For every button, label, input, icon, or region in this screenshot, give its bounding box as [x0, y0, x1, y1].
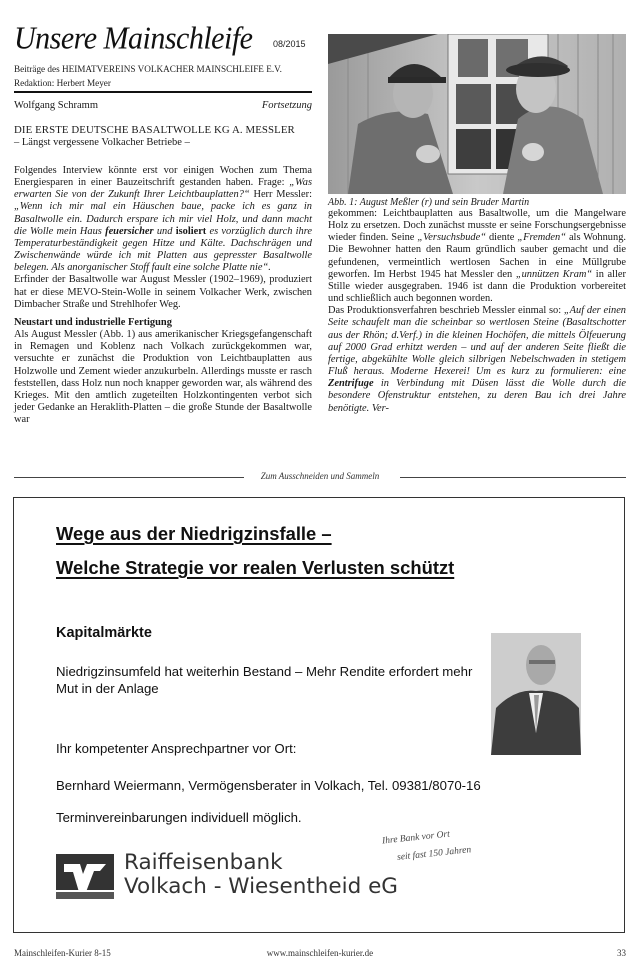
bank-advertisement	[13, 497, 625, 933]
ad-headline-2: Welche Strategie vor realen Verlusten schützt	[56, 557, 455, 578]
footer-page-number: 33	[617, 948, 626, 958]
footer-publication: Mainschleifen-Kurier 8-15	[14, 948, 111, 958]
paragraph-research: gekommen: Leichtbauplatten aus Basaltwolle, um die Mangelware Holz zu ersetzen. Doch zunächst musste er seine Forschungsergebnisse wieder finden. Seine „Versuchsbude“ diente „Fremden“ als Wohnung. Die Bewohner hatten den Raum gründlich sauber gemacht und die gefundenen, vermeintlich wertlosen Sachen in eine Müllgrube geworfen. Im Herbst 1945 hat Messler den „unnützen Kram“ in aller Stille wieder ausgegraben. 1946 ist dann die Produktion vorbereitet und schließlich auch begonnen worden.	[328, 208, 626, 305]
paragraph-restart: Als August Messler (Abb. 1) aus amerikanischer Kriegsgefangenschaft in Remagen und Koblenz nach Volkach zurückgekommen war, versuchte er zunächst die Produktion von Leichtbauplatten aus Holzwolle und Zement wieder anzukurbeln. Allerdings musste er rasch feststellen, dass Holz nun noch knapper geworden war, als während des Krieges. Mit den amtlich zugeteilten Holzkontingenten verbot sich jeder Gedanke an Heraklith-Platten – die große Stunde der Basaltwolle war	[14, 329, 312, 426]
ad-appointment-note: Terminvereinbarungen individuell möglich.	[56, 810, 302, 825]
ad-teaser: Niedrigzinsumfeld hat weiterhin Bestand – Mehr Rendite erfordert mehr Mut in der Anlage	[56, 664, 473, 696]
photo-illustration	[328, 34, 626, 194]
raiffeisen-logo-icon	[56, 854, 114, 899]
paragraph-interview: Folgendes Interview könnte erst vor einigen Wochen zum Thema Energiesparen in einer Bauzeitschrift gestanden haben. Frage: „Was erwarten Sie von der Zukunft Ihrer Leichtbauplatten?“ Herr Messler: „Wenn ich mir mal ein Häuschen baue, packe ich es ganz in Basaltwolle ein. Dadurch erspare ich mir viel Holz, und dann macht die Wolle mein Haus feuersicher und isoliert es vorzüglich durch ihre Temperaturbeständigkeit gegen Hitze und Kälte. Dachschrägen und Zwischenwände würde ich mit Platten aus gepresster Basaltwolle belegen. Als anorganischer Stoff fault eine solche Platte nie“.	[14, 165, 313, 274]
footer-website[interactable]: www.mainschleifen-kurier.de	[266, 948, 374, 958]
paragraph-process: Das Produktionsverfahren beschrieb Messler einmal so: „Auf der einen Seite schaufelt man die scheinbar so wertlosen Steine (Basaltschotter aus der Rhön; d.Verf.) in die kleinen Hochöfen, die mittels Ölfeuerung auf 2000 Grad erhitzt werden – und auf der anderen Seite fließt die fertige, abgekühlte Wolle gleich silbrigen Nebelschwaden in stetigem Fluß heraus. Moderne Hexerei! Um es kurz zu formulieren: eine Zentrifuge in Verbindung mit Düsen lässt die Wolle durch die besondere Ofenstruktur entstehen, zu deren Bau ich drei Jahre benötigte. Ver-	[328, 305, 626, 414]
bank-slogan-line-1: Ihre Bank vor Ort	[381, 829, 451, 847]
bank-slogan-line-2: seit fast 150 Jahren	[396, 845, 472, 863]
section-heading: Neustart und industrielle Fertigung	[14, 316, 172, 328]
portrait-illustration	[491, 633, 581, 755]
historic-photo-messler-brothers	[328, 34, 626, 194]
publisher-line: Beiträge des HEIMATVEREINS VOLKACHER MAINSCHLEIFE E.V.	[14, 64, 282, 74]
article-left-column	[14, 165, 312, 426]
header-divider	[14, 91, 312, 93]
article-headline: DIE ERSTE DEUTSCHE BASALTWOLLE KG A. MESSLER	[14, 124, 295, 136]
ad-contact-intro: Ihr kompetenter Ansprechpartner vor Ort:	[56, 741, 297, 756]
ad-headline-1: Wege aus der Niedrigzinsfalle –	[56, 523, 332, 544]
ad-contact-person: Bernhard Weiermann, Vermögensberater in Volkach, Tel. 09381/8070-16	[56, 778, 481, 793]
paragraph-inventor: Erfinder der Basaltwolle war August Messler (1902–1969), produziert hat er diese MEVO-Stein-Wolle in seinem Volkacher Werk, zwischen Dimbacher Straße und Strehlhofer Weg.	[14, 274, 312, 310]
cut-line-right	[400, 477, 626, 478]
continuation-label: Fortsetzung	[261, 100, 312, 111]
ad-topic: Kapitalmärkte	[56, 625, 152, 641]
advisor-portrait	[491, 633, 581, 755]
bank-name-line-1: Raiffeisenbank	[124, 850, 283, 875]
bank-name-line-2: Volkach - Wiesentheid eG	[124, 874, 398, 899]
photo-caption: Abb. 1: August Meßler (r) und sein Bruder Martin	[328, 197, 530, 208]
issue-number: 08/2015	[273, 39, 306, 49]
editor-line: Redaktion: Herbert Meyer	[14, 78, 111, 88]
article-right-column	[328, 208, 626, 415]
article-subheadline: – Längst vergessene Volkacher Betriebe –	[14, 137, 190, 148]
cut-line-label: Zum Ausschneiden und Sammeln	[260, 471, 380, 481]
article-author: Wolfgang Schramm	[14, 100, 99, 111]
magazine-title: Unsere Mainschleife	[14, 21, 253, 56]
